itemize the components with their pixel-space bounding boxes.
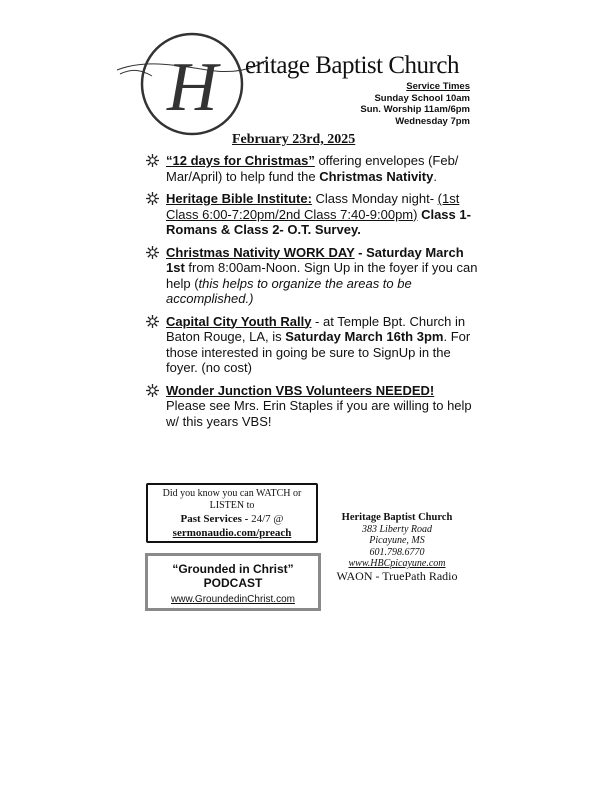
item-text: - at Temple Bpt. Church in Baton Rouge, LA, is (166, 313, 466, 344)
church-address (326, 512, 468, 582)
item-heading: Christmas Nativity WORK DAY (166, 244, 355, 260)
watch-box-services (148, 512, 316, 526)
podcast-subtitle: PODCAST (203, 576, 263, 590)
church-title: eritage Baptist Church (245, 52, 459, 79)
sunburst-bullet-icon (146, 246, 159, 259)
radio-station: WAON - TruePath Radio (336, 568, 458, 583)
podcast-link[interactable]: www.GroundedinChrist.com (171, 594, 295, 605)
item-text-bold: Class 1- Romans & Class 2- O.T. Survey. (166, 206, 471, 237)
logo-letter: H (167, 49, 218, 126)
sermonaudio-link[interactable]: sermonaudio.com/preach (172, 527, 292, 539)
item-text-italic: this helps to organize the areas to be accomplished.) (166, 275, 412, 306)
item-text-bold: Christmas Nativity (319, 168, 434, 184)
item-heading: Capital City Youth Rally (166, 313, 312, 329)
address-name: Heritage Baptist Church (341, 512, 453, 523)
announcement-item (146, 314, 486, 376)
church-logo (112, 30, 272, 140)
church-website-link[interactable]: www.HBCpicayune.com (348, 558, 446, 569)
watch-box-bold: Past Services - (180, 513, 252, 525)
item-heading: “12 days for Christmas” (166, 153, 315, 168)
item-text-underlined: (1st Class 6:00-7:20pm/2nd Class 7:40-9:00pm) (166, 191, 460, 222)
podcast-box (145, 553, 321, 611)
service-time-line: Sun. Worship 11am/6pm (360, 104, 470, 115)
service-times (360, 81, 470, 127)
item-text: offering envelopes (Feb/ Mar/April) to help fund the (166, 153, 459, 184)
watch-box-text: Did you know you can WATCH or LISTEN to (162, 488, 302, 511)
watch-listen-box (146, 483, 318, 543)
sunburst-bullet-icon (146, 154, 159, 167)
bulletin-date: February 23rd, 2025 (232, 132, 356, 147)
address-street: 383 Liberty Road (362, 523, 432, 535)
item-text: Please see Mrs. Erin Staples if you are willing to help w/ this years VBS! (166, 398, 472, 429)
item-text: . For those interested in going be sure to SignUp in the foyer. (no cost) (166, 329, 471, 375)
service-time-line: Wednesday 7pm (395, 115, 470, 127)
address-phone: 601.798.6770 (369, 546, 425, 558)
announcement-item (146, 245, 486, 307)
announcement-item (146, 153, 486, 184)
item-text: from 8:00am-Noon. Sign Up in the foyer if you can help ( (166, 260, 478, 291)
service-times-heading: Service Times (406, 81, 470, 92)
sunburst-bullet-icon (146, 315, 159, 328)
item-heading: Wonder Junction VBS Volunteers NEEDED! (166, 382, 435, 398)
watch-box-rest: 24/7 @ (251, 513, 284, 525)
item-text: . (433, 168, 437, 184)
service-time-line: Sunday School 10am (374, 92, 470, 104)
address-city: Picayune, MS (369, 535, 425, 546)
podcast-title: “Grounded in Christ” (172, 562, 294, 576)
announcement-item (146, 191, 486, 238)
item-heading: Heritage Bible Institute: (166, 191, 312, 206)
sunburst-bullet-icon (146, 384, 159, 397)
sunburst-bullet-icon (146, 192, 159, 205)
item-text: Class Monday night- (311, 191, 438, 206)
announcement-item (146, 383, 486, 430)
item-text-bold: Saturday March 16th 3pm (285, 329, 444, 344)
announcement-list (146, 153, 486, 436)
item-text-bold: - Saturday March 1st (166, 244, 464, 275)
